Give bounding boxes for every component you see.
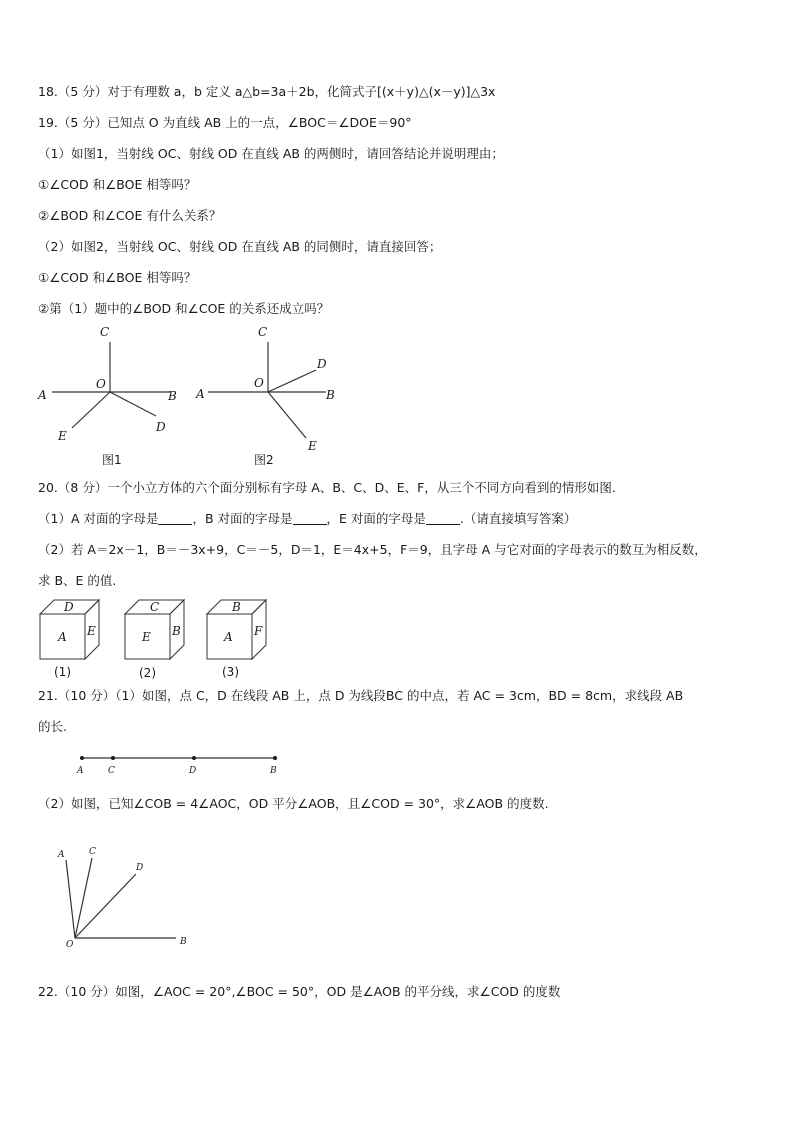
- ray-od: [75, 874, 136, 938]
- angle-label-d: D: [136, 863, 144, 873]
- angle-label-b: B: [180, 937, 187, 947]
- q20-number: 20.: [38, 480, 58, 495]
- cube-2-top: C: [150, 600, 160, 614]
- q22-score: （10 分）: [57, 984, 116, 999]
- fig2-caption: 图2: [254, 453, 274, 467]
- q20-score: （8 分）: [57, 480, 108, 495]
- q19-part1: （1）如图1，当射线 OC、射线 OD 在直线 AB 的两侧时，请回答结论并说明理由；: [38, 146, 504, 161]
- q19-number: 19.: [38, 115, 58, 130]
- q20-part1-b: ，B 对面的字母是: [192, 511, 293, 526]
- cube-1: [40, 600, 99, 679]
- fig1-label-c: C: [100, 325, 110, 339]
- q20-blank-a[interactable]: [158, 512, 192, 525]
- q18-line: [38, 84, 495, 100]
- q20-text: 一个小立方体的六个面分别标有字母 A、B、C、D、E、F，从三个不同方向看到的情形如图.: [107, 480, 616, 495]
- q20-part1-c: ，E 对面的字母是: [326, 511, 426, 526]
- angle-label-o: O: [66, 940, 74, 950]
- q20-blank-b[interactable]: [293, 512, 327, 525]
- cube-1-caption: (1): [54, 665, 71, 679]
- q19-part1-a: ①∠COD 和∠BOE 相等吗？: [38, 177, 197, 192]
- seg-label-b: B: [270, 766, 277, 776]
- point-a: [80, 756, 84, 760]
- cube-3: [207, 600, 266, 679]
- q21-part1: （1）如图，点 C，D 在线段 AB 上，点 D 为线段BC 的中点，若 AC = 3cm，BD = 8cm，求线段 AB: [115, 688, 684, 703]
- fig1-ray-oe: [72, 392, 110, 428]
- fig1-label-o: O: [96, 377, 106, 391]
- q19-part2-a: ①∠COD 和∠BOE 相等吗？: [38, 270, 197, 285]
- q19-part2-b: ②第（1）题中的∠BOD 和∠COE 的关系还成立吗？: [38, 301, 330, 316]
- cube-1-front: A: [58, 630, 67, 644]
- cube-3-front: A: [224, 630, 233, 644]
- q22-number: 22.: [38, 984, 58, 999]
- fig1-ray-od: [110, 392, 156, 416]
- q19-text: 已知点 O 为直线 AB 上的一点，∠BOC＝∠DOE＝90°: [107, 115, 412, 130]
- q20-part1-d: .（请直接填写答案）: [459, 511, 577, 526]
- point-b: [273, 756, 277, 760]
- fig2-label-e: E: [308, 439, 317, 453]
- q18-text: 对于有理数 a，b 定义 a△b=3a＋2b，化简式子[(x＋y)△(x－y)]△3x: [107, 84, 496, 99]
- q19-part1-b: ②∠BOD 和∠COE 有什么关系？: [38, 208, 222, 223]
- cube-3-side: F: [254, 624, 263, 638]
- angle-label-a: A: [58, 850, 65, 860]
- fig1-caption: 图1: [102, 453, 122, 467]
- cube-1-top: D: [64, 600, 74, 614]
- fig2-label-d: D: [317, 357, 327, 371]
- q21-segment-figure: [70, 748, 290, 782]
- fig1-label-b: B: [168, 389, 177, 403]
- seg-label-a: A: [77, 766, 84, 776]
- q20-part1: [38, 511, 576, 527]
- cube-1-side: E: [87, 624, 96, 638]
- q20-part1-a: （1）A 对面的字母是: [38, 511, 159, 526]
- cube-3-caption: (3): [222, 665, 239, 679]
- ray-oa: [66, 860, 75, 938]
- ray-oc: [75, 858, 92, 938]
- point-d: [192, 756, 196, 760]
- q21-part2: （2）如图，已知∠COB = 4∠AOC，OD 平分∠AOB，且∠COD = 30°，求∠AOB 的度数.: [38, 796, 549, 811]
- q21-part1-cont: 的长.: [38, 719, 67, 734]
- q20-line: [38, 480, 616, 496]
- q20-part2-cont: 求 B、E 的值.: [38, 573, 117, 588]
- q18-score: （5 分）: [57, 84, 108, 99]
- q22-line: [38, 984, 560, 1000]
- fig2-ray-od: [268, 370, 316, 392]
- fig2-label-a: A: [196, 387, 205, 401]
- seg-label-c: C: [108, 766, 115, 776]
- fig1-label-a: A: [38, 388, 47, 402]
- q20-blank-e[interactable]: [426, 512, 460, 525]
- cube-2-caption: (2): [139, 666, 156, 680]
- fig2-label-c: C: [258, 325, 268, 339]
- cube-2-side: B: [172, 624, 181, 638]
- q21-angle-figure: [50, 840, 210, 955]
- q19-score: （5 分）: [57, 115, 108, 130]
- point-c: [111, 756, 115, 760]
- q21-number: 21.: [38, 688, 58, 703]
- q20-part2: （2）若 A＝2x－1，B＝－3x+9，C＝－5，D＝1，E＝4x+5，F＝9，且字母 A 与它对面的字母表示的数互为相反数，: [38, 542, 707, 557]
- q22-text: 如图，∠AOC = 20°,∠BOC = 50°，OD 是∠AOB 的平分线，求∠COD 的度数: [115, 984, 561, 999]
- q19-figure-1: [30, 320, 210, 470]
- fig1-label-e: E: [58, 429, 67, 443]
- cube-2: [125, 600, 184, 680]
- q18-number: 18.: [38, 84, 58, 99]
- fig2-ray-oe: [268, 392, 306, 438]
- q21-line: [38, 688, 683, 704]
- cube-2-front: E: [142, 630, 151, 644]
- angle-label-c: C: [89, 847, 96, 857]
- q19-line: [38, 115, 412, 131]
- fig1-label-d: D: [156, 420, 166, 434]
- q20-cubes: [30, 596, 290, 680]
- seg-label-d: D: [189, 766, 197, 776]
- fig2-label-o: O: [254, 376, 264, 390]
- cube-3-top: B: [232, 600, 241, 614]
- q19-part2: （2）如图2，当射线 OC、射线 OD 在直线 AB 的同侧时，请直接回答；: [38, 239, 442, 254]
- q21-score: （10 分）: [57, 688, 116, 703]
- fig2-label-b: B: [326, 388, 335, 402]
- q19-figure-2: [190, 320, 360, 470]
